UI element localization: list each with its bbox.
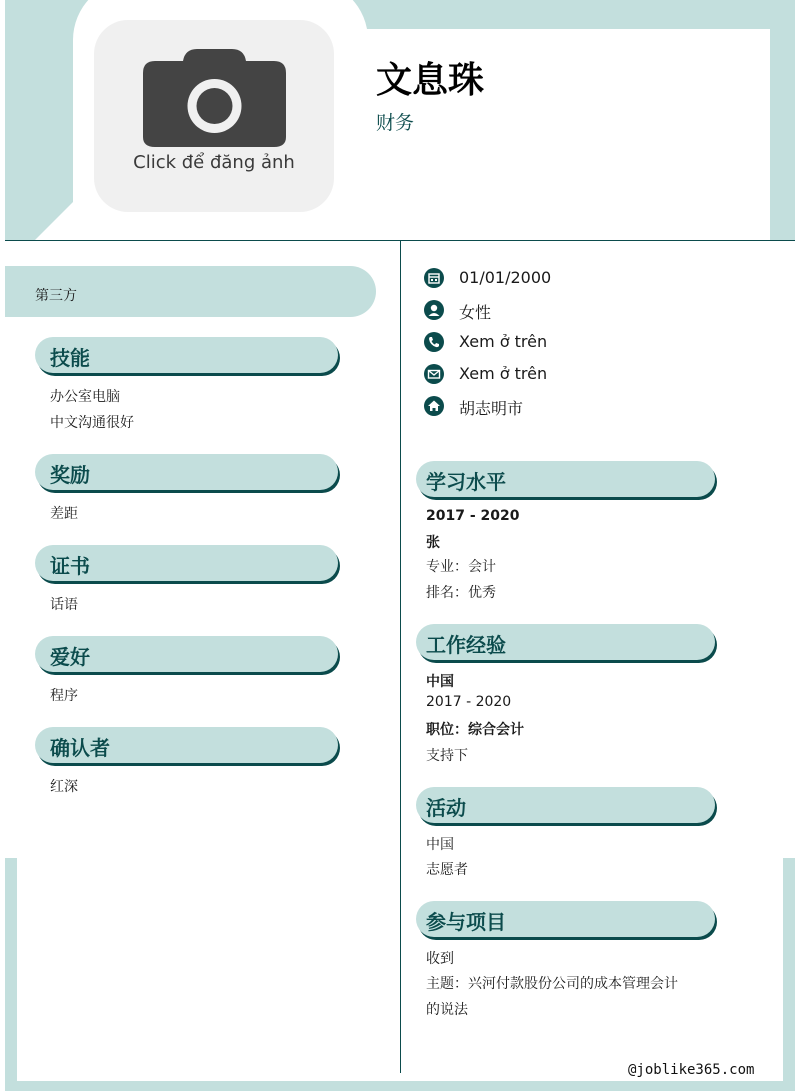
activities-line: 中国 bbox=[426, 837, 454, 853]
gender-text: 女性 bbox=[459, 303, 492, 322]
experience-title: 工作经验 bbox=[426, 633, 506, 657]
photo-bubble-tail bbox=[35, 198, 77, 240]
referee-line: 红深 bbox=[50, 779, 78, 795]
address-text: 胡志明市 bbox=[459, 399, 524, 418]
referee-title: 确认者 bbox=[50, 736, 110, 760]
education-school: 张 bbox=[426, 535, 440, 551]
phone-icon bbox=[424, 332, 444, 352]
user-icon bbox=[424, 300, 444, 320]
candidate-name: 文息珠 bbox=[376, 60, 485, 101]
certificates-title: 证书 bbox=[50, 554, 90, 578]
experience-role: 职位：综合会计 bbox=[426, 722, 524, 738]
birthday-text: 01/01/2000 bbox=[459, 268, 552, 287]
camera-icon[interactable] bbox=[143, 49, 286, 147]
calendar-icon bbox=[424, 268, 444, 288]
email-icon bbox=[424, 364, 444, 384]
footer-border-left bbox=[5, 858, 17, 1091]
skills-line: 中文沟通很好 bbox=[50, 415, 134, 431]
watermark: @joblike365.com bbox=[628, 1062, 755, 1078]
hobbies-line: 程序 bbox=[50, 688, 78, 704]
activities-line: 志愿者 bbox=[426, 862, 468, 878]
education-period: 2017 - 2020 bbox=[426, 508, 520, 524]
education-rank: 排名：优秀 bbox=[426, 585, 496, 601]
hobbies-title: 爱好 bbox=[50, 645, 90, 669]
email-text: Xem ở trên bbox=[459, 364, 548, 383]
home-icon bbox=[424, 396, 444, 416]
footer-border-right bbox=[783, 858, 795, 1091]
reference-label: 第三方 bbox=[35, 288, 77, 304]
activities-title: 活动 bbox=[426, 796, 466, 820]
experience-period: 2017 - 2020 bbox=[426, 694, 512, 710]
education-title: 学习水平 bbox=[426, 470, 506, 494]
footer-border-bottom bbox=[5, 1081, 795, 1091]
projects-line: 的说法 bbox=[426, 1002, 468, 1018]
experience-desc: 支持下 bbox=[426, 748, 468, 764]
photo-caption[interactable]: Click để đăng ảnh bbox=[133, 152, 295, 173]
phone-text: Xem ở trên bbox=[459, 332, 548, 351]
skills-line: 办公室电脑 bbox=[50, 389, 120, 405]
certificates-line: 话语 bbox=[50, 597, 78, 613]
projects-line: 主题：兴河付款股份公司的成本管理会计 bbox=[426, 976, 678, 992]
awards-line: 差距 bbox=[50, 506, 78, 522]
projects-title: 参与项目 bbox=[426, 910, 506, 934]
column-divider bbox=[400, 241, 401, 1073]
projects-line: 收到 bbox=[426, 951, 454, 967]
experience-company: 中国 bbox=[426, 674, 454, 690]
skills-title: 技能 bbox=[50, 346, 90, 370]
candidate-position: 财务 bbox=[376, 112, 415, 134]
awards-title: 奖励 bbox=[50, 463, 90, 487]
education-major: 专业：会计 bbox=[426, 559, 496, 575]
